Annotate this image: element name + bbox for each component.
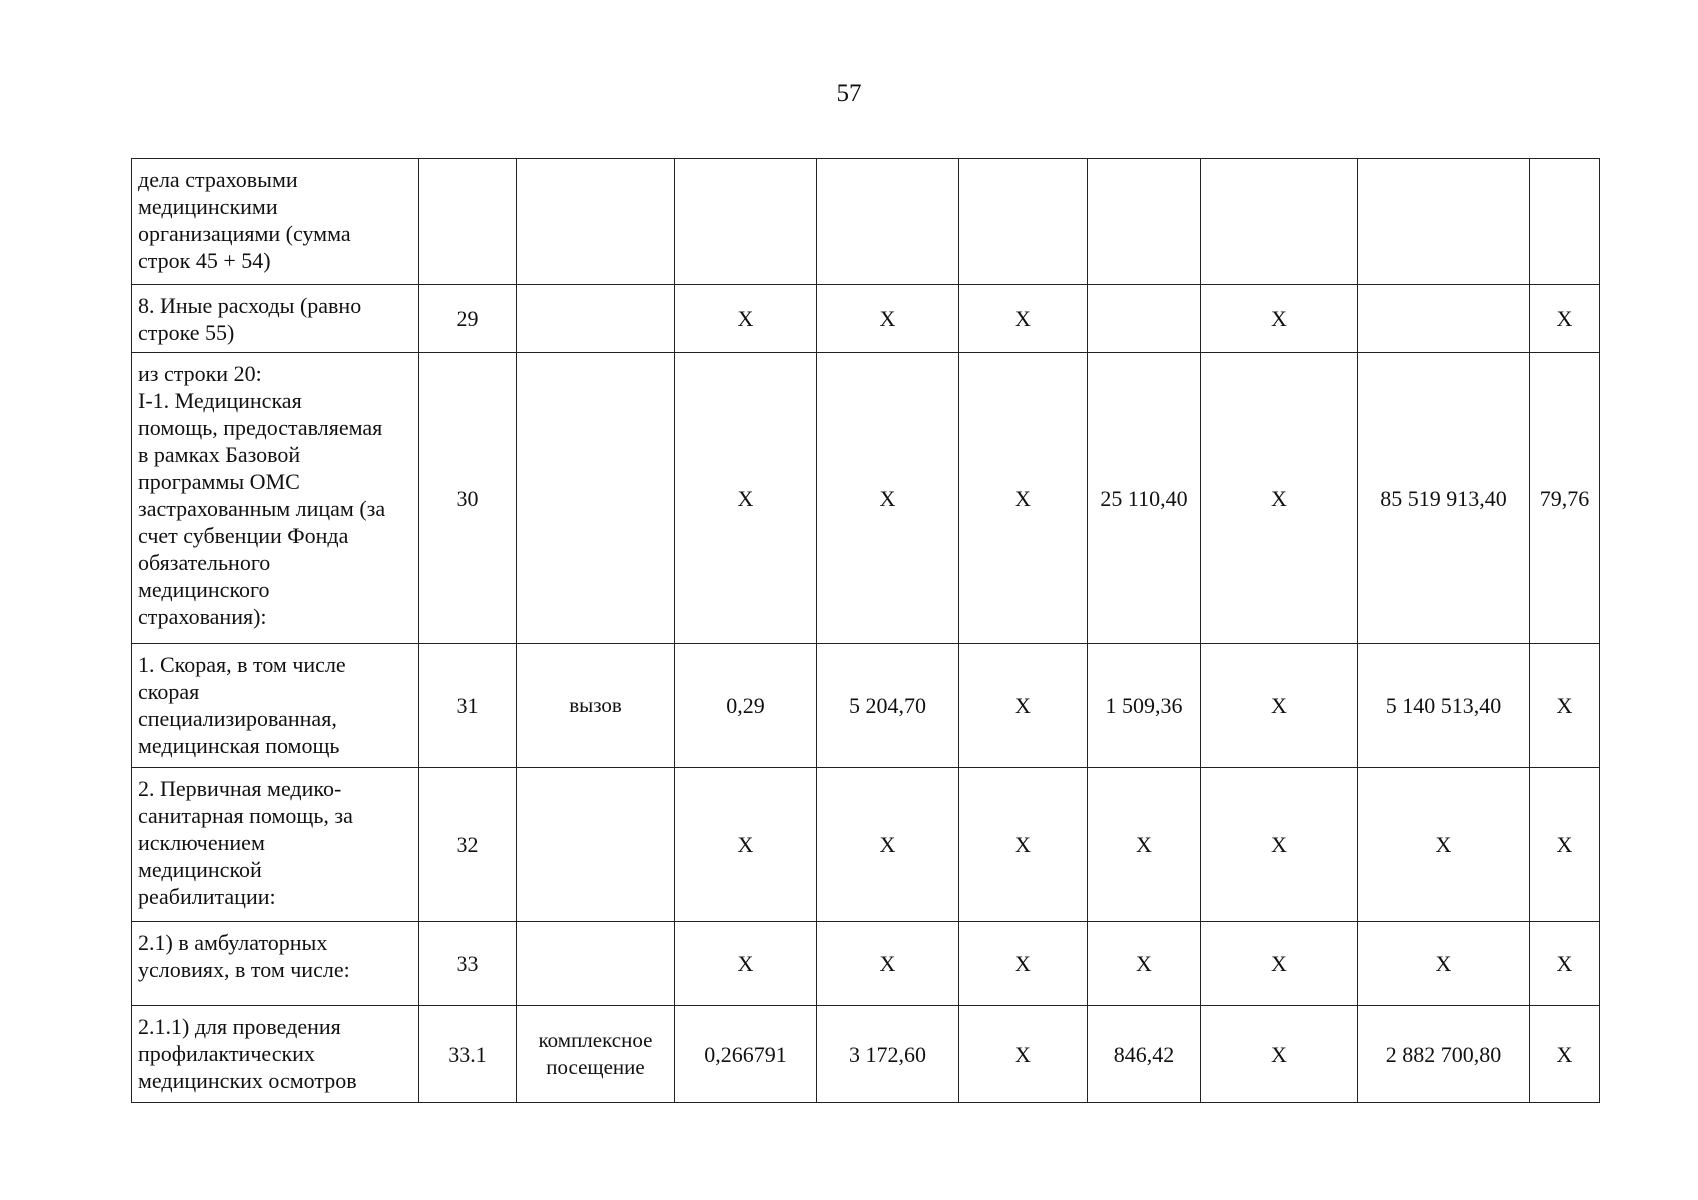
value-cell: X <box>959 644 1088 768</box>
value-cell: 85 519 913,40 <box>1358 353 1530 644</box>
row-name: 1. Скорая, в том числе скорая специализированная, медицинская помощь <box>138 652 346 758</box>
value-cell: X <box>959 285 1088 353</box>
value-cell: X <box>959 922 1088 1006</box>
table-row <box>132 285 1600 353</box>
value-cell: 5 140 513,40 <box>1358 644 1530 768</box>
value-cell: 0,29 <box>675 644 817 768</box>
value-cell <box>675 159 817 285</box>
value-cell: X <box>959 353 1088 644</box>
value-cell: X <box>1358 922 1530 1006</box>
table-row <box>132 644 1600 768</box>
value-cell <box>1201 159 1358 285</box>
value-cell: X <box>817 768 959 922</box>
row-name-cell <box>132 644 419 768</box>
row-unit-cell <box>517 922 675 1006</box>
row-code-cell <box>419 159 517 285</box>
value-cell: X <box>675 922 817 1006</box>
value-cell: X <box>1201 353 1358 644</box>
row-name-cell <box>132 353 419 644</box>
value-cell: X <box>675 285 817 353</box>
value-cell: X <box>959 1006 1088 1103</box>
value-cell: X <box>1530 285 1600 353</box>
value-cell <box>1088 159 1201 285</box>
table-row <box>132 768 1600 922</box>
value-cell: X <box>1201 768 1358 922</box>
value-cell: X <box>1088 768 1201 922</box>
value-cell: X <box>817 353 959 644</box>
value-cell: X <box>817 922 959 1006</box>
row-name-cell <box>132 1006 419 1103</box>
row-name-cell <box>132 922 419 1006</box>
row-unit-cell <box>517 353 675 644</box>
value-cell: X <box>1530 1006 1600 1103</box>
table-row <box>132 353 1600 644</box>
row-code-cell: 33.1 <box>419 1006 517 1103</box>
row-unit-cell: комплексное посещение <box>517 1006 675 1103</box>
table-row <box>132 159 1600 285</box>
value-cell: X <box>1201 1006 1358 1103</box>
value-cell: X <box>959 768 1088 922</box>
value-cell: 1 509,36 <box>1088 644 1201 768</box>
row-name: 8. Иные расходы (равно строке 55) <box>138 293 362 345</box>
value-cell <box>817 159 959 285</box>
row-name: дела страховыми медицинскими организациями (сумма строк 45 + 54) <box>138 167 351 273</box>
row-name: 2. Первичная медико- санитарная помощь, за исключением медицинской реабилитации: <box>138 776 353 909</box>
value-cell: X <box>1530 768 1600 922</box>
value-cell: X <box>675 353 817 644</box>
value-cell <box>1088 285 1201 353</box>
row-unit-cell <box>517 159 675 285</box>
value-cell: X <box>1530 922 1600 1006</box>
row-code-cell: 31 <box>419 644 517 768</box>
row-unit-cell <box>517 285 675 353</box>
row-name-cell <box>132 285 419 353</box>
value-cell <box>1358 285 1530 353</box>
row-code-cell: 30 <box>419 353 517 644</box>
row-name: 2.1.1) для проведения профилактических медицинских осмотров <box>138 1014 357 1093</box>
value-cell: X <box>817 285 959 353</box>
value-cell: X <box>1201 922 1358 1006</box>
value-cell: 846,42 <box>1088 1006 1201 1103</box>
row-unit-cell <box>517 768 675 922</box>
row-unit-cell: вызов <box>517 644 675 768</box>
value-cell: X <box>1201 644 1358 768</box>
value-cell: 2 882 700,80 <box>1358 1006 1530 1103</box>
value-cell <box>1358 159 1530 285</box>
value-cell <box>959 159 1088 285</box>
value-cell: X <box>1201 285 1358 353</box>
table-row <box>132 1006 1600 1103</box>
value-cell: 3 172,60 <box>817 1006 959 1103</box>
value-cell: X <box>1530 644 1600 768</box>
value-cell: X <box>675 768 817 922</box>
row-name: 2.1) в амбулаторных условиях, в том числе: <box>138 930 350 982</box>
table-row <box>132 922 1600 1006</box>
row-name-cell <box>132 159 419 285</box>
row-name: из строки 20: I-1. Медицинская помощь, предоставляемая в рамках Базовой программы ОМС застрахованным лицам (за счет субвенции Фонда обязательного медицинского страхования): <box>138 361 386 629</box>
value-cell: 79,76 <box>1530 353 1600 644</box>
financing-table <box>131 158 1600 1103</box>
value-cell: X <box>1358 768 1530 922</box>
page-number: 57 <box>836 80 862 107</box>
row-code-cell: 29 <box>419 285 517 353</box>
value-cell: 5 204,70 <box>817 644 959 768</box>
value-cell <box>1530 159 1600 285</box>
value-cell: X <box>1088 922 1201 1006</box>
row-code-cell: 32 <box>419 768 517 922</box>
row-code-cell: 33 <box>419 922 517 1006</box>
value-cell: 0,266791 <box>675 1006 817 1103</box>
value-cell: 25 110,40 <box>1088 353 1201 644</box>
row-name-cell <box>132 768 419 922</box>
